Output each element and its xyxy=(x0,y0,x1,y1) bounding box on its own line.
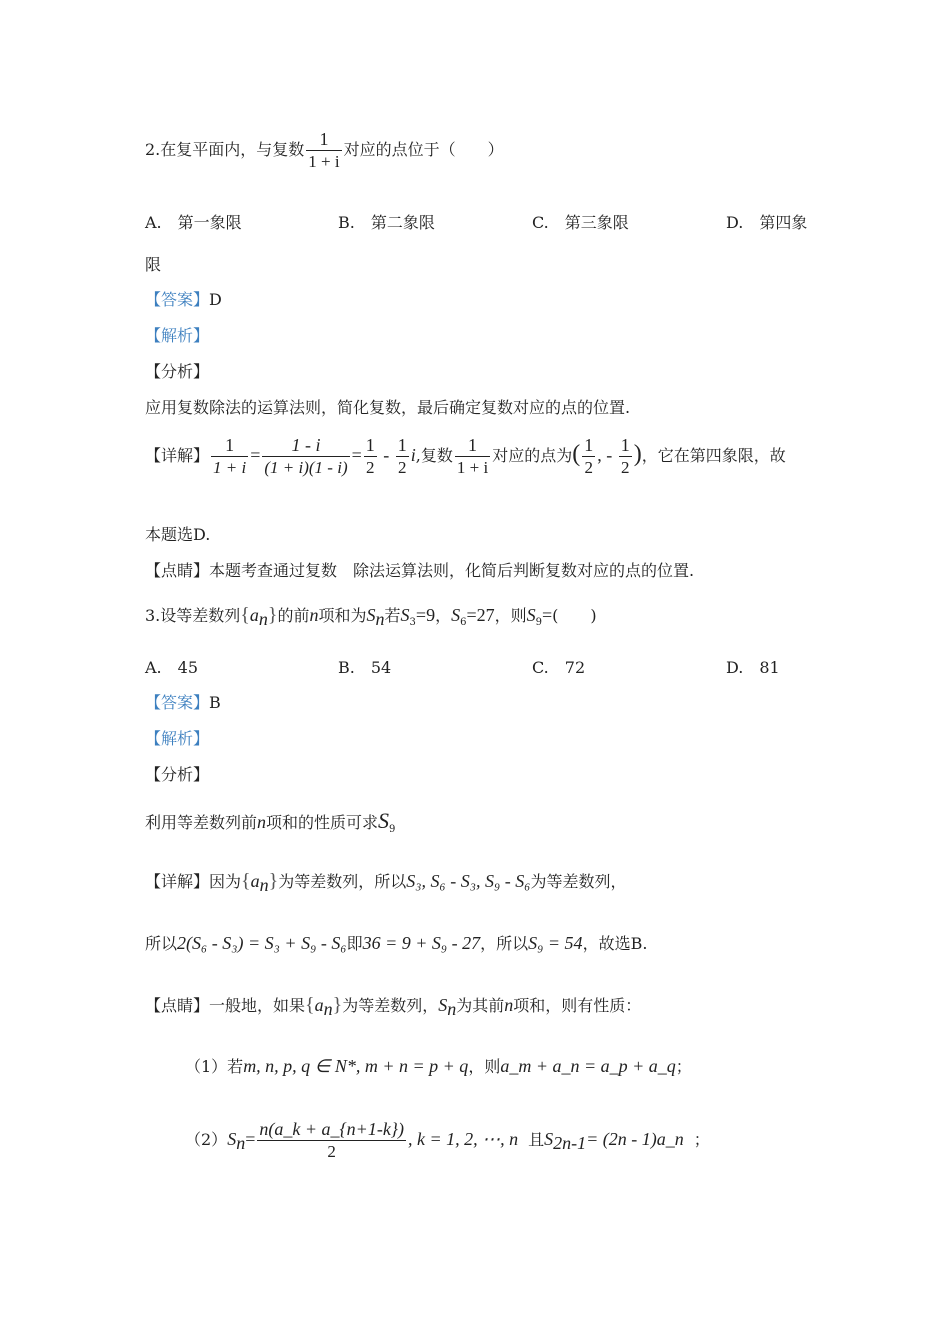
d-frac-2: $\frac{1 - i}{(1 + i)(1 - i)}$ xyxy=(264,435,348,477)
q3-property-2: $(2)S_n=$ $\frac{n(a\_k + a\_\{n+1-k\})}{2}$ , k = 1, 2, ⋯, n 且$S_{2n-1}= (2n$ - 1)a_n ； xyxy=(185,1119,710,1161)
answer-tag: 【答案】 xyxy=(145,290,210,309)
q3-option-d[interactable]: D. 81 xyxy=(726,658,780,677)
answer-value: B xyxy=(209,693,221,712)
detail-seq: S₃, S₆ - S₃, S₉ - S₆ xyxy=(406,871,531,891)
answer-tag: 【答案】 xyxy=(145,693,210,712)
detail-tag: 【详解】 xyxy=(145,446,210,465)
q3-jiexi-tag: 【解析】 xyxy=(145,729,210,748)
d-frac-7: $\frac{1}{2}$ xyxy=(620,435,630,477)
q3-dianjing: 【点睛】一般地，如果$\{a_n\}$为等差数列，$S_n$为其前n项和，则有性质： xyxy=(145,994,642,1019)
d-frac-3: $\frac{1}{2}$ xyxy=(365,435,375,477)
p2-fraction: $\frac{n(a\_k + a\_\{n+1-k\})}{2}$ xyxy=(259,1119,404,1161)
d-frac-5: $\frac{1}{1 + i}$ xyxy=(456,435,489,477)
detail-tag: 【详解】 xyxy=(145,872,210,891)
q3-property-1: （1）若m, n, p, q ∈ N*, m + n = p + q，则a_m + a_n = a_p + a_q； xyxy=(185,1056,692,1076)
q3-option-a[interactable]: A. 45 xyxy=(145,658,199,677)
q2-stem-prefix: 2.在复平面内，与复数 xyxy=(145,140,305,159)
answer-value: D xyxy=(209,290,222,309)
q3-fenxi-text: 利用等差数列前n项和的性质可求$S_9$ xyxy=(145,808,396,835)
q2-option-d-wrap: 限 xyxy=(145,255,162,274)
q2-option-b[interactable]: B. 第二象限 xyxy=(338,213,435,232)
q2-stem xyxy=(145,128,504,173)
q2-detail-wrap: 本题选D. xyxy=(145,525,211,544)
q2-option-a[interactable]: A. 第一象限 xyxy=(145,213,242,232)
q2-detail: 【详解】 $\frac{1}{1 + i}$ = $\frac{1 - i}{(1 + i)(1 - i)}$ = $\frac{1}{2}$ - $\frac{1}{2}$ i,复数 $\frac{1}{1 + i}$ 对应的点为( $\frac{1}{2}$ , - $\frac{1}{2}$ )，它在第四象限，故 xyxy=(145,435,786,477)
d-frac-6: $\frac{1}{2}$ xyxy=(584,435,594,477)
q3-option-c[interactable]: C. 72 xyxy=(532,658,586,677)
q3-detail-line2: 所以2(S₆ - S₃) = S₃ + S₉ - S₆即36 = 9 + S₉ - 27，所以S₉ = 54，故选B. xyxy=(145,933,648,953)
q3-fenxi-tag: 【分析】 xyxy=(145,765,210,784)
q3-answer xyxy=(145,692,221,714)
dianjing-tag: 【点睛】 xyxy=(145,996,210,1015)
d-frac-4: $\frac{1}{2}$ xyxy=(397,435,407,477)
q2-option-d[interactable]: D. 第四象 xyxy=(726,213,808,232)
q2-stem-suffix: 对应的点位于（ ） xyxy=(343,140,504,159)
q2-fenxi-text: 应用复数除法的运算法则，简化复数，最后确定复数对应的点的位置. xyxy=(145,398,631,417)
q3-option-b[interactable]: B. 54 xyxy=(338,658,392,677)
q2-option-c[interactable]: C. 第三象限 xyxy=(532,213,629,232)
q2-jiexi-tag: 【解析】 xyxy=(145,326,210,345)
q3-detail: 【详解】因为$\{a_n\}$为等差数列，所以S₃, S₆ - S₃, S₉ - S₆为等差数列， xyxy=(145,870,627,895)
q3-stem: 3.设等差数列$\{a_n\}$的前n项和为$S_n$若$S_3=9$，$S_6=27$，则$S_9=$( ) xyxy=(145,604,597,629)
q2-answer xyxy=(145,289,222,311)
dianjing-tag: 【点睛】 xyxy=(145,561,210,580)
d-frac-1: $\frac{1}{1 + i}$ xyxy=(213,435,247,477)
q2-fenxi-tag: 【分析】 xyxy=(145,362,210,381)
q2-dianjing: 【点睛】本题考查通过复数 除法运算法则，化简后判断复数对应的点的位置. xyxy=(145,561,695,580)
q2-fraction: $\frac{1}{1 + i}$ xyxy=(308,129,340,171)
